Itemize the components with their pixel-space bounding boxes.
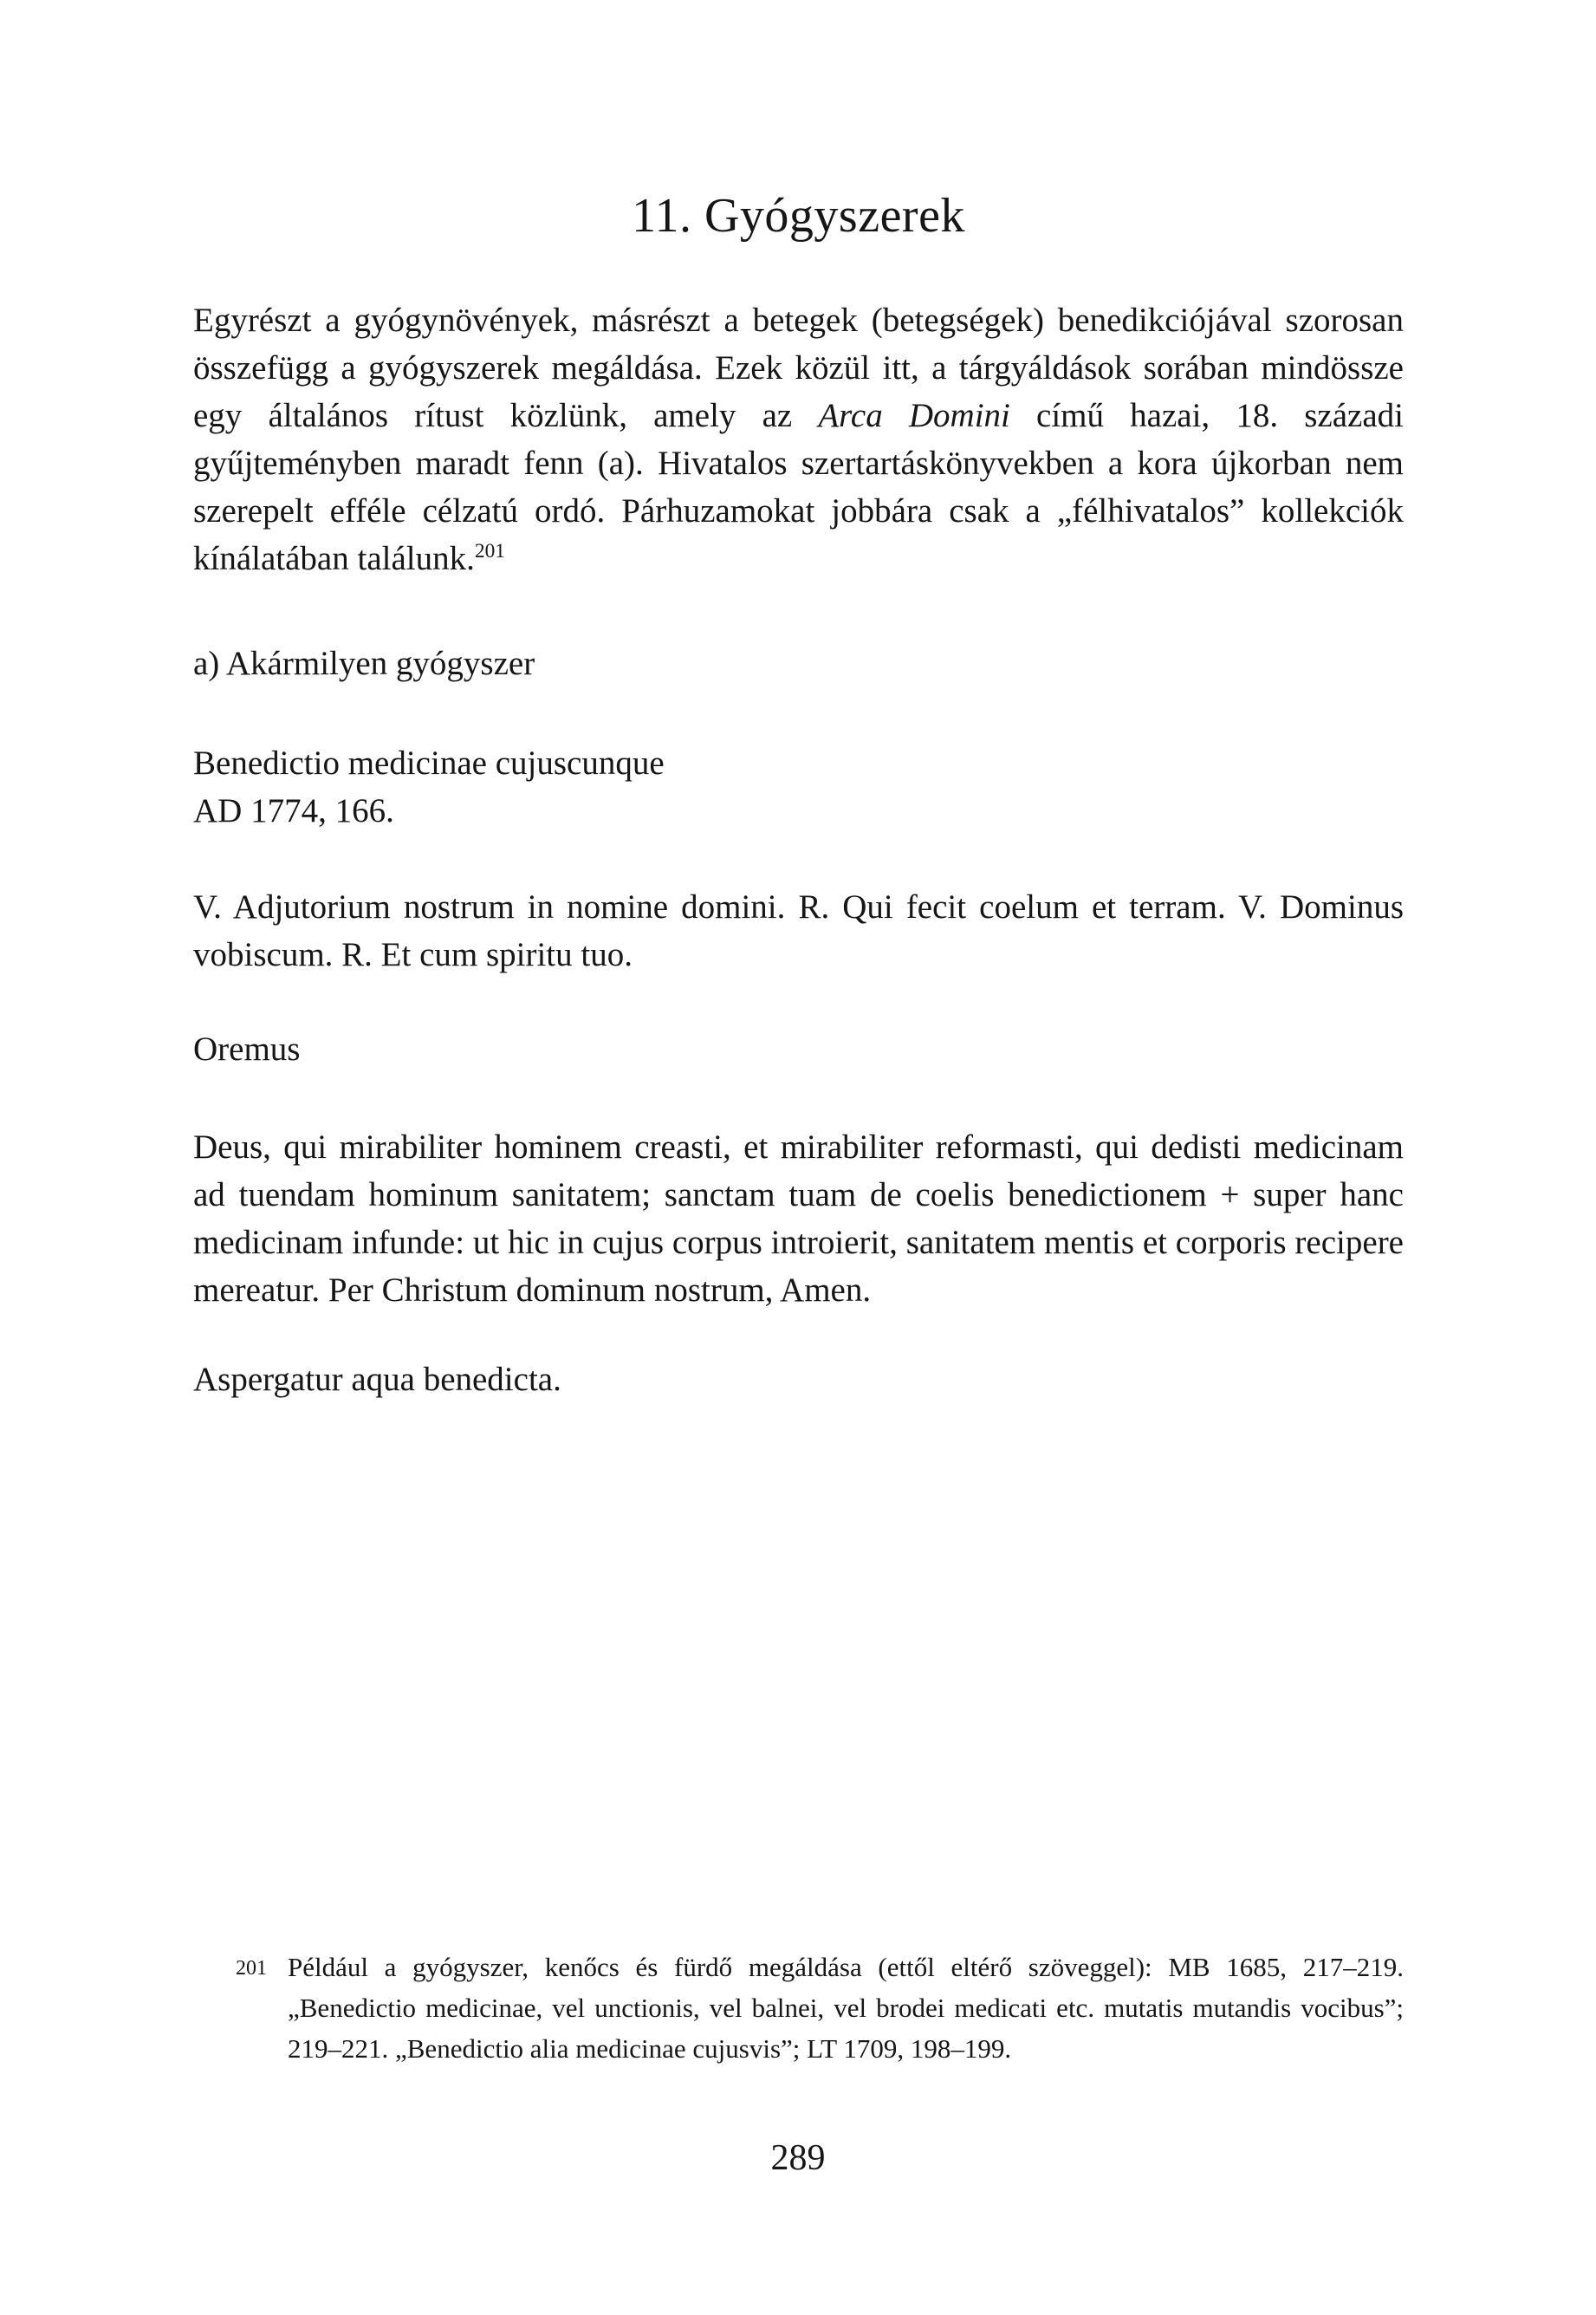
intro-paragraph: Egyrészt a gyógynövények, másrészt a betegek (betegségek) benedikciójával szorosan összefügg a gyógyszerek megáldása. Ezek közül itt, a tárgyáldások sorában mindössze egy általános rítust közlünk, amely az Arca Domini című hazai, 18. századi gyűjteményben maradt fenn (a). Hivatalos szertartáskönyvekben a kora újkorban nem szerepelt efféle célzatú ordó. Párhuzamokat jobbára csak a „félhivatalos” kollekciók kínálatában találunk.$^{201}$ bbox=[193, 302, 1404, 577]
page-number: 289 bbox=[770, 2138, 826, 2178]
footnote-text: Például a gyógyszer, kenőcs és fürdő megáldása (ettől eltérő szöveggel): MB 1685, 217–219. „Benedictio medicinae, vel unctionis, vel balnei, vel brodei medicati etc. mutatis mutandis vocibus”; 219–221. „Benedictio alia medicinae cujusvis”; LT 1709, 198–199. bbox=[288, 1952, 1404, 2064]
rubric-block bbox=[193, 739, 1404, 835]
closing-rubric: Aspergatur aqua benedicta. bbox=[193, 1361, 561, 1398]
footnote-number: 201 bbox=[236, 1957, 267, 1980]
rubric-title: Benedictio medicinae cujuscunque bbox=[193, 745, 665, 782]
versicle-paragraph: V. Adjutorium nostrum in nomine domini. R. Qui fecit coelum et terram. V. Dominus vobiscum. R. Et cum spiritu tuo. bbox=[193, 888, 1404, 973]
section-heading: a) Akármilyen gyógyszer bbox=[193, 645, 535, 682]
rubric-source: AD 1774, 166. bbox=[193, 792, 394, 829]
footnote bbox=[236, 1947, 1404, 2069]
chapter-title: 11. Gyógyszerek bbox=[632, 189, 965, 243]
page-content bbox=[193, 0, 1404, 1437]
prayer-paragraph: Deus, qui mirabiliter hominem creasti, et mirabiliter reformasti, qui dedisti medicinam ad tuendam hominum sanitatem; sanctam tuam de coelis benedictionem + super hanc medicinam infunde: ut hic in cujus corpus introierit, sanitatem mentis et corporis recipere mereatur. Per Christum dominum nostrum, Amen. bbox=[193, 1128, 1404, 1309]
oremus-label: Oremus bbox=[193, 1031, 301, 1068]
